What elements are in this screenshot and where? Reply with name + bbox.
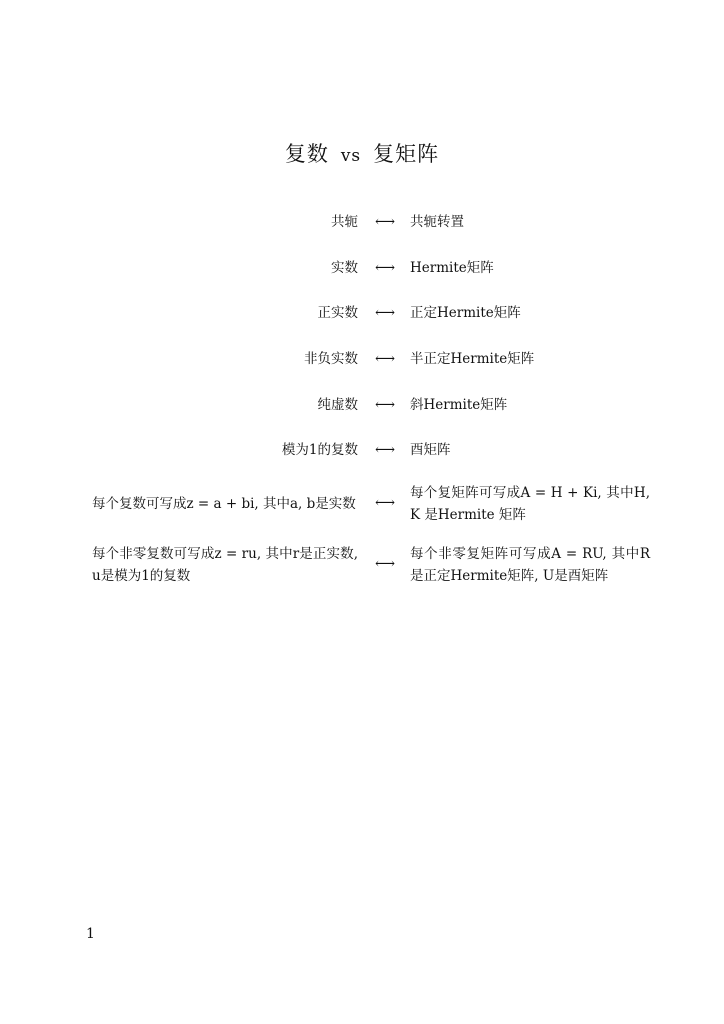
complex-number-term: 每个非零复数可写成z = ru, 其中r是正实数, u是模为1的复数 — [92, 546, 358, 584]
complex-number-term: 纯虚数 — [317, 397, 358, 413]
title-right: 复矩阵 — [373, 142, 440, 166]
complex-matrix-term: 共轭转置 — [410, 214, 464, 230]
complex-matrix-term: 斜Hermite矩阵 — [410, 397, 508, 413]
double-arrow-icon: ⟷ — [374, 305, 396, 321]
title-left: 复数 — [284, 142, 329, 166]
double-arrow-icon: ⟷ — [374, 442, 396, 458]
double-arrow-icon: ⟷ — [374, 556, 396, 572]
complex-matrix-term: 半正定Hermite矩阵 — [410, 351, 535, 367]
double-arrow-icon: ⟷ — [374, 495, 396, 511]
complex-number-term: 实数 — [331, 260, 358, 276]
complex-matrix-term: 酉矩阵 — [410, 442, 451, 458]
complex-matrix-term: 每个复矩阵可写成A = H + Ki, 其中H, K 是Hermite 矩阵 — [410, 485, 650, 523]
page-number: 1 — [86, 926, 95, 942]
complex-number-term: 正实数 — [317, 305, 358, 321]
title-vs: vs — [340, 146, 362, 166]
complex-number-term: 共轭 — [331, 214, 358, 230]
complex-number-term: 非负实数 — [304, 351, 358, 367]
complex-matrix-term: 正定Hermite矩阵 — [410, 305, 521, 321]
complex-matrix-term: Hermite矩阵 — [410, 260, 494, 276]
complex-number-term: 模为1的复数 — [281, 442, 358, 458]
double-arrow-icon: ⟷ — [374, 260, 396, 276]
double-arrow-icon: ⟷ — [374, 214, 396, 230]
complex-matrix-term: 每个非零复矩阵可写成A = RU, 其中R是正定Hermite矩阵, U是酉矩阵 — [410, 546, 650, 584]
double-arrow-icon: ⟷ — [374, 397, 396, 413]
complex-number-term: 每个复数可写成z = a + bi, 其中a, b是实数 — [92, 496, 356, 512]
page-title — [0, 138, 724, 168]
double-arrow-icon: ⟷ — [374, 351, 396, 367]
